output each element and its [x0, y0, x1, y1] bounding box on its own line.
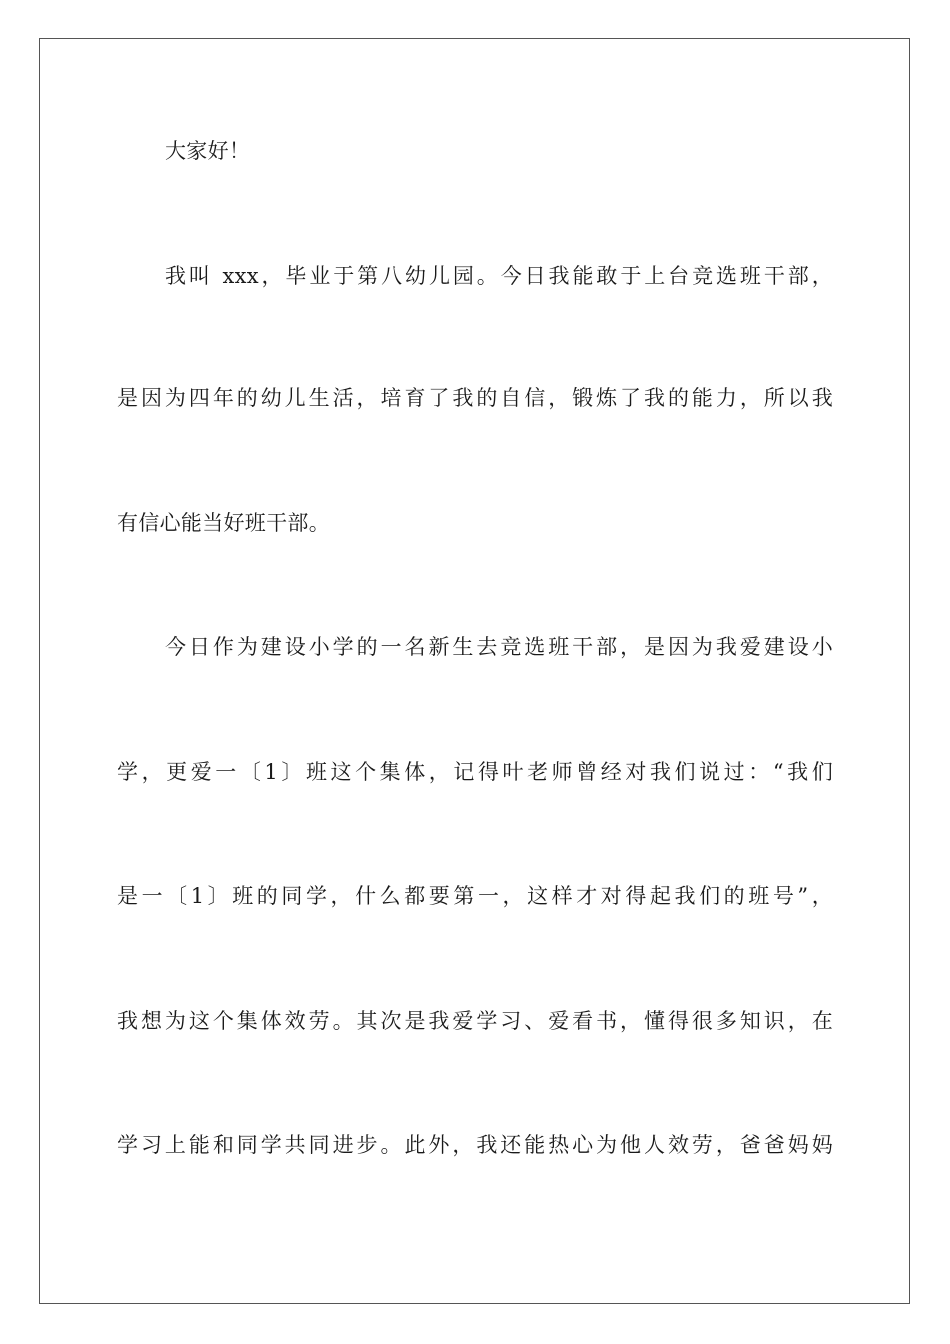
paragraph-2-line-3: 是一〔1〕班的同学，什么都要第一，这样才对得起我们的班号”， — [117, 884, 833, 908]
greeting-line: 大家好！ — [165, 139, 251, 163]
paragraph-1-line-2: 是因为四年的幼儿生活，培育了我的自信，锻炼了我的能力，所以我 — [117, 386, 833, 410]
paragraph-1-line-3: 有信心能当好班干部。 — [117, 511, 330, 535]
paragraph-2-line-2: 学，更爱一〔1〕班这个集体，记得叶老师曾经对我们说过：“我们 — [117, 760, 833, 784]
page-border — [39, 38, 910, 1304]
paragraph-2-line-5: 学习上能和同学共同进步。此外，我还能热心为他人效劳，爸爸妈妈 — [117, 1133, 833, 1157]
paragraph-2-line-4: 我想为这个集体效劳。其次是我爱学习、爱看书，懂得很多知识，在 — [117, 1009, 833, 1033]
paragraph-1-line-1: 我叫 xxx，毕业于第八幼儿园。今日我能敢于上台竞选班干部， — [165, 264, 833, 288]
paragraph-2-line-1: 今日作为建设小学的一名新生去竞选班干部，是因为我爱建设小 — [165, 635, 833, 659]
